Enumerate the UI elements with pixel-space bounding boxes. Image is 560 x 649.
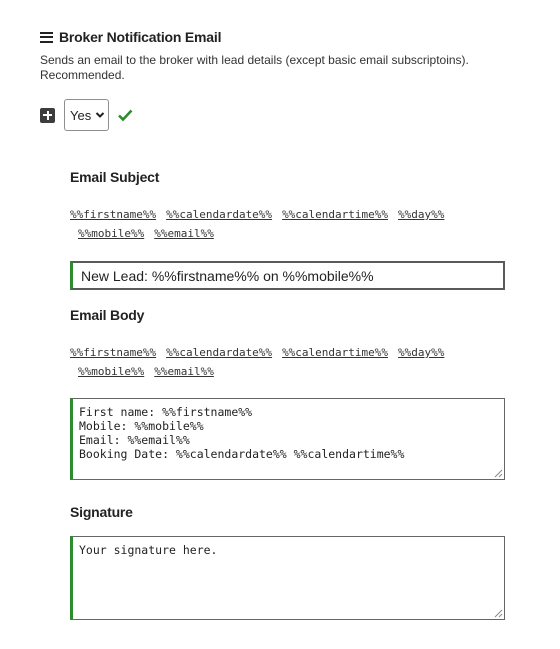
- body-tag-firstname[interactable]: %%firstname%%: [70, 346, 157, 359]
- subject-tag-calendartime[interactable]: %%calendartime%%: [282, 208, 389, 221]
- subject-tag-mobile[interactable]: %%mobile%%: [78, 227, 145, 240]
- enable-row: [40, 99, 133, 131]
- plus-icon[interactable]: [40, 108, 55, 123]
- resize-grip-icon[interactable]: [494, 609, 503, 618]
- subject-tag-list: [70, 205, 515, 243]
- subject-tag-calendardate[interactable]: %%calendardate%%: [166, 208, 273, 221]
- body-tag-calendardate[interactable]: %%calendardate%%: [166, 346, 273, 359]
- subject-tag-firstname[interactable]: %%firstname%%: [70, 208, 157, 221]
- chevron-down-icon: [95, 111, 105, 119]
- body-tag-mobile[interactable]: %%mobile%%: [78, 365, 145, 378]
- body-tag-email[interactable]: %%email%%: [154, 365, 214, 378]
- section-title: Broker Notification Email: [59, 29, 222, 45]
- section-header: [40, 29, 221, 45]
- hamburger-icon[interactable]: [40, 32, 53, 43]
- resize-grip-icon[interactable]: [494, 469, 503, 478]
- subject-tag-email[interactable]: %%email%%: [154, 227, 214, 240]
- email-body-textarea[interactable]: [70, 398, 505, 480]
- check-icon: [117, 108, 133, 122]
- enabled-select-value: Yes: [70, 107, 92, 123]
- email-subject-label: Email Subject: [70, 169, 160, 185]
- body-tag-list: [70, 343, 515, 381]
- signature-textarea[interactable]: [70, 536, 505, 620]
- subject-tag-day[interactable]: %%day%%: [398, 208, 445, 221]
- body-tag-calendartime[interactable]: %%calendartime%%: [282, 346, 389, 359]
- email-subject-input[interactable]: [70, 261, 505, 290]
- section-description: Sends an email to the broker with lead details (except basic email subscriptoins). Recommended.: [40, 53, 469, 82]
- enabled-select[interactable]: [64, 99, 109, 131]
- body-tag-day[interactable]: %%day%%: [398, 346, 445, 359]
- signature-label: Signature: [70, 504, 133, 520]
- email-body-label: Email Body: [70, 307, 145, 323]
